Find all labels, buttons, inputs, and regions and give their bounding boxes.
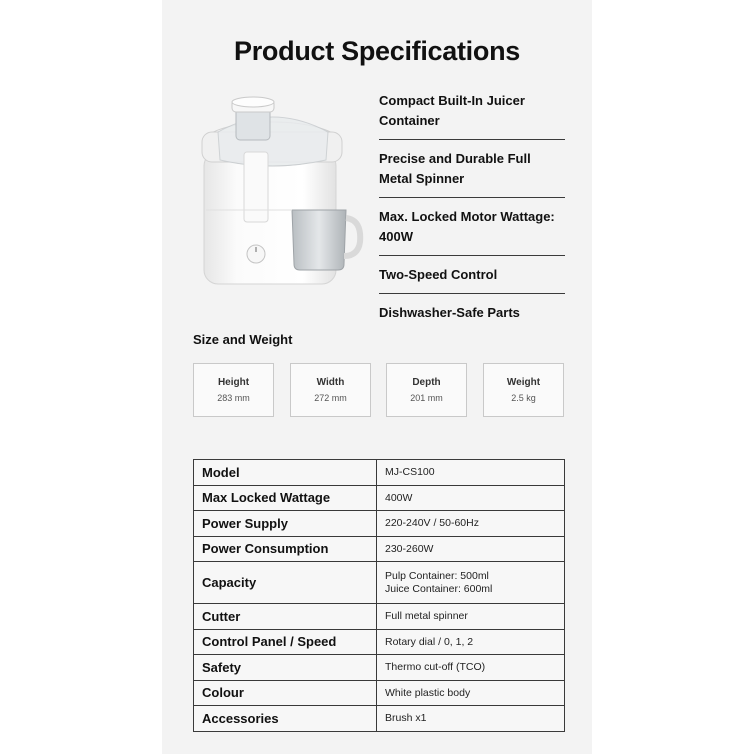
card-value: 2.5 kg [511,393,536,403]
weight-card [483,363,564,417]
height-card [193,363,274,417]
card-value: 272 mm [314,393,347,403]
feature-list [379,88,565,331]
card-value: 283 mm [217,393,250,403]
spec-value [377,562,565,604]
table-row [194,485,565,511]
spec-value: 230-260W [377,536,565,562]
feature-item [379,140,565,198]
spec-value: 220-240V / 50-60Hz [377,511,565,537]
feature-text: Container [379,113,440,128]
table-row [194,680,565,706]
table-row [194,604,565,630]
card-label: Weight [506,377,541,388]
feature-text: Precise and Durable Full [379,151,531,166]
spec-value-line: Pulp Container: 500ml [385,569,489,582]
table-row [194,655,565,681]
card-label: Width [316,377,345,388]
table-row [194,629,565,655]
spec-value-line: Juice Container: 600ml [385,582,493,595]
feature-item [379,294,565,331]
feature-text: 400W [379,229,413,244]
width-card [290,363,371,417]
card-label: Height [217,377,250,388]
spec-table [193,459,565,732]
juicer-product-image [196,92,366,292]
spec-key: Safety [194,655,377,681]
spec-key: Model [194,460,377,486]
spec-key: Capacity [194,562,377,604]
feature-text: Max. Locked Motor Wattage: [379,209,555,224]
size-weight-heading: Size and Weight [193,332,293,347]
card-label: Depth [412,377,441,388]
table-row [194,536,565,562]
spec-value: White plastic body [377,680,565,706]
spec-value: Full metal spinner [377,604,565,630]
table-row [194,511,565,537]
feature-text: Dishwasher-Safe Parts [379,305,520,320]
depth-card [386,363,467,417]
feature-item [379,88,565,140]
feature-text: Two-Speed Control [379,267,498,282]
spec-value: 400W [377,485,565,511]
spec-key: Accessories [194,706,377,732]
page-title: Product Specifications [234,36,520,66]
spec-key: Power Supply [194,511,377,537]
spec-key: Cutter [194,604,377,630]
table-row [194,562,565,604]
spec-value: Brush x1 [377,706,565,732]
spec-key: Colour [194,680,377,706]
table-row [194,706,565,732]
spec-value: Thermo cut-off (TCO) [377,655,565,681]
feature-text: Compact Built-In Juicer [379,93,525,108]
size-weight-cards [193,363,565,417]
spec-key: Max Locked Wattage [194,485,377,511]
spec-value: MJ-CS100 [377,460,565,486]
spec-value: Rotary dial / 0, 1, 2 [377,629,565,655]
spec-key: Power Consumption [194,536,377,562]
table-row [194,460,565,486]
feature-text: Metal Spinner [379,171,465,186]
feature-item [379,256,565,294]
card-value: 201 mm [410,393,443,403]
spec-key: Control Panel / Speed [194,629,377,655]
feature-item [379,198,565,256]
